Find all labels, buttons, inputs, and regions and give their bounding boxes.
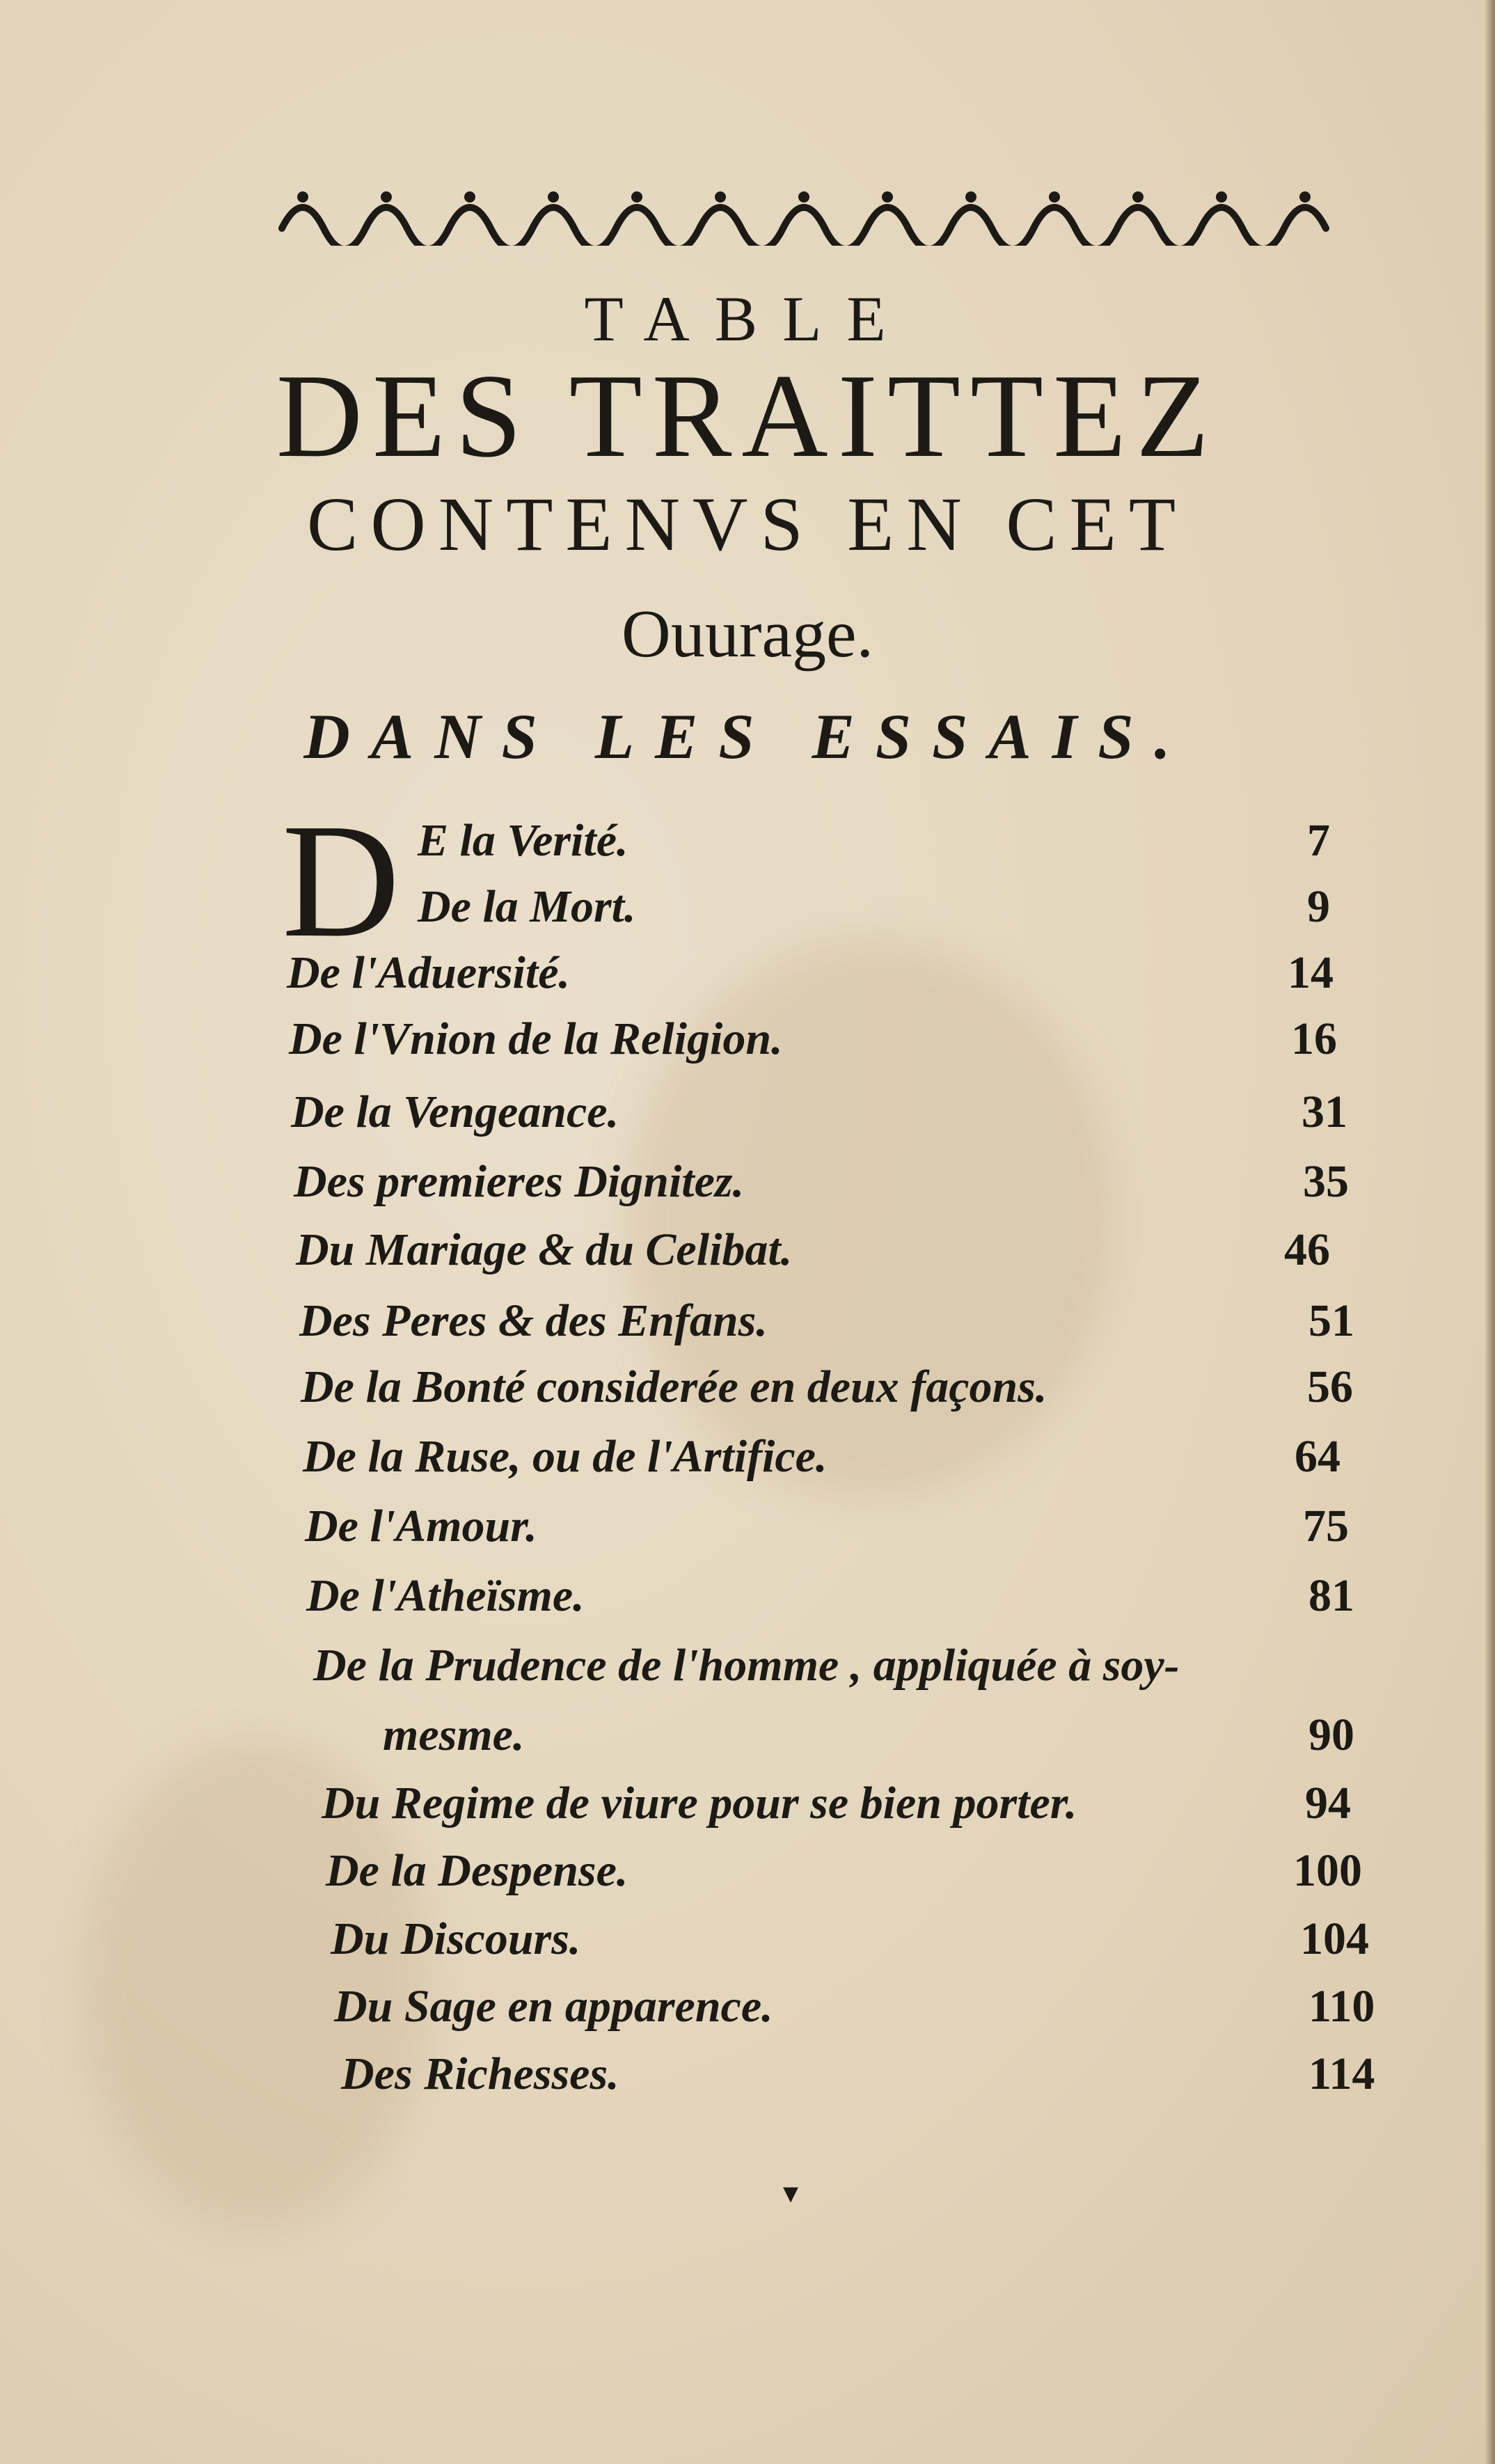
toc-entry-page: 114 [1308, 2048, 1375, 2099]
toc-entry-page: 110 [1308, 1981, 1375, 2032]
toc-entry [0, 1013, 1495, 1082]
toc-entry [0, 947, 1495, 1016]
toc-entry-page: 9 [1307, 881, 1330, 932]
toc-entry-page: 35 [1303, 1156, 1349, 1207]
toc-entry-title: De l'Atheïsme. [306, 1570, 585, 1621]
toc-entry [0, 1086, 1495, 1155]
toc-entry-page: 64 [1295, 1431, 1340, 1482]
toc-entry [0, 1709, 1495, 1778]
toc-entry-title: E la Verité. [418, 815, 628, 866]
toc-entry [0, 1430, 1495, 1500]
title-ouurage: Ouurage. [622, 597, 873, 672]
section-heading: DANS LES ESSAIS. [303, 701, 1192, 772]
toc-entry-title: De l'Vnion de la Religion. [289, 1013, 783, 1064]
toc-entry-page: 51 [1308, 1295, 1354, 1346]
toc-entry [0, 1295, 1495, 1364]
toc-entry [0, 1980, 1495, 2050]
toc-entry-page: 31 [1302, 1087, 1347, 1137]
decorative-border-ornament [275, 180, 1333, 246]
toc-entry-title: De la Bonté considerée en deux façons. [301, 1361, 1047, 1412]
toc-entry [0, 1913, 1495, 1982]
toc-entry-page: 14 [1288, 947, 1334, 998]
toc-entry-title: Du Sage en apparence. [334, 1981, 773, 2032]
toc-entry-title: Du Discours. [331, 1913, 581, 1964]
toc-entry [0, 1224, 1495, 1293]
toc-entry-page: 104 [1300, 1913, 1369, 1964]
toc-entry-page: 100 [1293, 1845, 1362, 1896]
toc-entry-title: De l'Aduersité. [287, 947, 570, 998]
toc-entry [0, 1639, 1495, 1709]
toc-entry-title: Des Peres & des Enfans. [299, 1295, 768, 1346]
toc-entry-page: 94 [1305, 1778, 1351, 1829]
toc-entry [0, 1570, 1495, 1639]
toc-entry-title: De la Mort. [418, 881, 636, 932]
toc-entry [0, 880, 1495, 950]
toc-entry [0, 1777, 1495, 1847]
toc-entry-title: De la Vengeance. [291, 1087, 619, 1137]
toc-entry-title: mesme. [383, 1709, 525, 1760]
drop-cap-letter: D [282, 790, 400, 971]
toc-entry [0, 1845, 1495, 1914]
toc-entry-page: 46 [1284, 1224, 1330, 1275]
toc-entry [0, 2048, 1495, 2117]
catchword-mark: ▾ [783, 2176, 799, 2210]
title-des-traittez: DES TRAITTEZ [276, 350, 1219, 482]
toc-entry-title: De l'Amour. [305, 1501, 537, 1551]
toc-entry [0, 1361, 1495, 1430]
toc-entry-title: Des Richesses. [341, 2048, 619, 2099]
toc-entry-page: 7 [1307, 815, 1330, 866]
toc-entry [0, 1155, 1495, 1225]
toc-entry-title: De la Ruse, ou de l'Artifice. [303, 1431, 828, 1482]
title-contenus: CONTENVS EN CET [306, 482, 1189, 567]
title-table: TABLE [584, 283, 911, 354]
toc-entry-title: Des premieres Dignitez. [294, 1156, 745, 1207]
toc-entry-page: 81 [1308, 1570, 1354, 1621]
toc-entry-title: Du Mariage & du Celibat. [296, 1224, 793, 1275]
toc-entry [0, 814, 1495, 884]
toc-entry-page: 90 [1308, 1709, 1354, 1760]
toc-entry-page: 16 [1291, 1013, 1337, 1064]
toc-entry-title: De la Despense. [326, 1845, 628, 1896]
toc-entry [0, 1500, 1495, 1570]
toc-entry-page: 75 [1303, 1501, 1349, 1551]
toc-entry-title: De la Prudence de l'homme , appliquée à soy- [313, 1640, 1180, 1691]
toc-entry-title: Du Regime de viure pour se bien porter. [322, 1778, 1077, 1829]
toc-entry-page: 56 [1307, 1361, 1353, 1412]
